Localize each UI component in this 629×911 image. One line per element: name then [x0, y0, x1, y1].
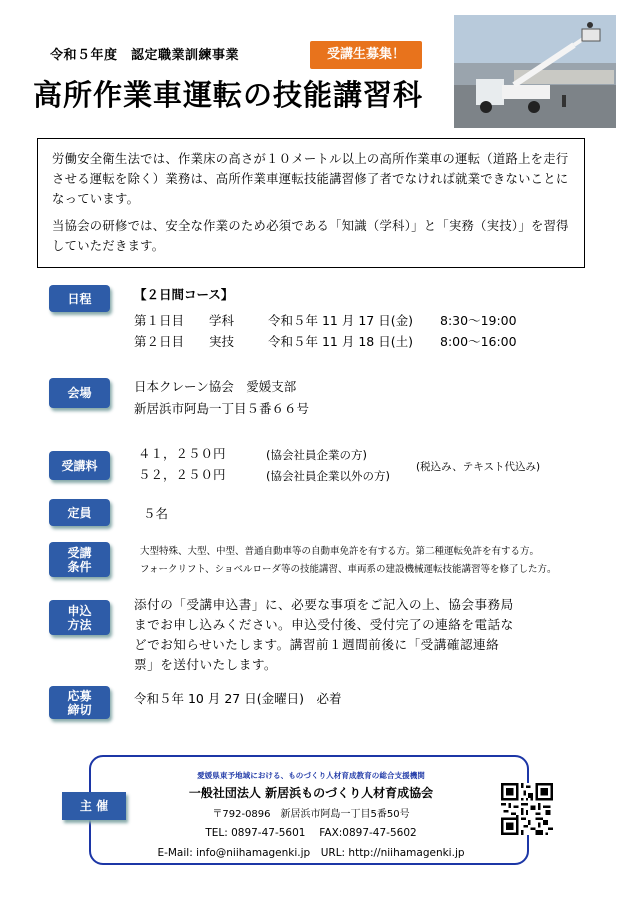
intro-paragraph-1: 労働安全衛生法では、作業床の高さが１０メートル以上の高所作業車の運転（道路上を走行させる運転を除く）業務は、高所作業車運転技能講習修了者でなければ就業できないことになっています。: [52, 152, 569, 206]
application-line-4: 票」を送付いたします。: [134, 657, 278, 672]
schedule-day-1: 第１日目: [134, 313, 185, 328]
conditions-label-2: 条件: [67, 559, 92, 574]
page-title: 高所作業車運転の技能講習科: [33, 78, 424, 112]
application-label-2: 方法: [67, 617, 92, 632]
host-label: 主 催: [62, 792, 126, 820]
fee-note-2: (協会社員企業以外の方): [266, 469, 390, 483]
organizer-box: [89, 755, 529, 865]
venue-label: 会場: [49, 378, 110, 408]
conditions-line-2: フォークリフト、ショベルローダ等の技能講習、車両系の建設機械運転技能講習等を修了した方。: [140, 564, 557, 575]
organizer-name: 一般社団法人 新居浜ものづくり人材育成協会: [188, 786, 434, 800]
truck-photo: [454, 15, 616, 128]
deadline-label-1: 応募: [67, 688, 92, 703]
schedule-type-1: 学科: [209, 313, 235, 328]
schedule-day-2: 第２日目: [134, 334, 185, 349]
capacity-label: 定員: [49, 499, 110, 526]
intro-box: [37, 138, 585, 268]
organizer-phone: TEL: 0897-47-5601 FAX:0897-47-5602: [205, 827, 417, 839]
schedule-type-2: 実技: [209, 334, 235, 349]
schedule-label: 日程: [49, 285, 110, 312]
schedule-date-1: 令和５年 11 月 17 日(金): [268, 313, 413, 328]
course-name: 【２日間コース】: [134, 287, 234, 302]
program-subtitle: 令和５年度 認定職業訓練事業: [50, 48, 240, 63]
conditions-label: [49, 542, 110, 577]
deadline-label: [49, 686, 110, 719]
fee-label: 受講料: [49, 451, 110, 480]
schedule-time-1: 8:30～19:00: [440, 313, 517, 328]
conditions-label-1: 受講: [67, 545, 92, 560]
organizer-contact: E-Mail: info@niihamagenki.jp URL: http://niihamagenki.jp: [157, 847, 465, 859]
application-label-1: 申込: [67, 603, 92, 618]
application-label: [49, 600, 110, 635]
fee-amount-1: ４１，２５０円: [138, 446, 226, 461]
application-line-3: どでお知らせいたします。講習前１週間前後に「受講確認連絡: [134, 637, 500, 652]
organizer-tagline: 愛媛県東予地域における、ものづくり人材育成教育の総合支援機関: [197, 771, 425, 780]
schedule-date-2: 令和５年 11 月 18 日(土): [268, 334, 413, 349]
qr-code-icon[interactable]: [501, 783, 553, 835]
fee-note-1: (協会社員企業の方): [266, 448, 367, 462]
fee-amount-2: ５２，２５０円: [138, 467, 226, 482]
conditions-line-1: 大型特殊、大型、中型、普通自動車等の自動車免許を有する方。第二種運転免許を有する方。: [140, 546, 540, 557]
recruiting-badge: 受講生募集！: [310, 41, 422, 69]
deadline-value: 令和５年 10 月 27 日(金曜日) 必着: [134, 691, 342, 706]
venue-address: 新居浜市阿島一丁目５番６６号: [134, 401, 310, 416]
aerial-truck-icon: [454, 15, 616, 128]
schedule-time-2: 8:00～16:00: [440, 334, 517, 349]
venue-name: 日本クレーン協会 愛媛支部: [134, 379, 297, 394]
organizer-address: 〒792-0896 新居浜市阿島一丁目5番50号: [212, 809, 410, 820]
capacity-value: ５名: [143, 506, 169, 521]
deadline-label-2: 締切: [67, 702, 92, 717]
application-line-1: 添付の「受講申込書」に、必要な事項をご記入の上、協会事務局: [134, 597, 514, 612]
fee-tax-note: (税込み、テキスト代込み): [416, 461, 541, 473]
intro-paragraph-2: 当協会の研修では、安全な作業のため必須である「知識（学科）」と「実務（実技）」を習得していただきます。: [52, 219, 569, 253]
application-line-2: までお申し込みください。申込受付後、受付完了の連絡を電話な: [134, 617, 514, 632]
